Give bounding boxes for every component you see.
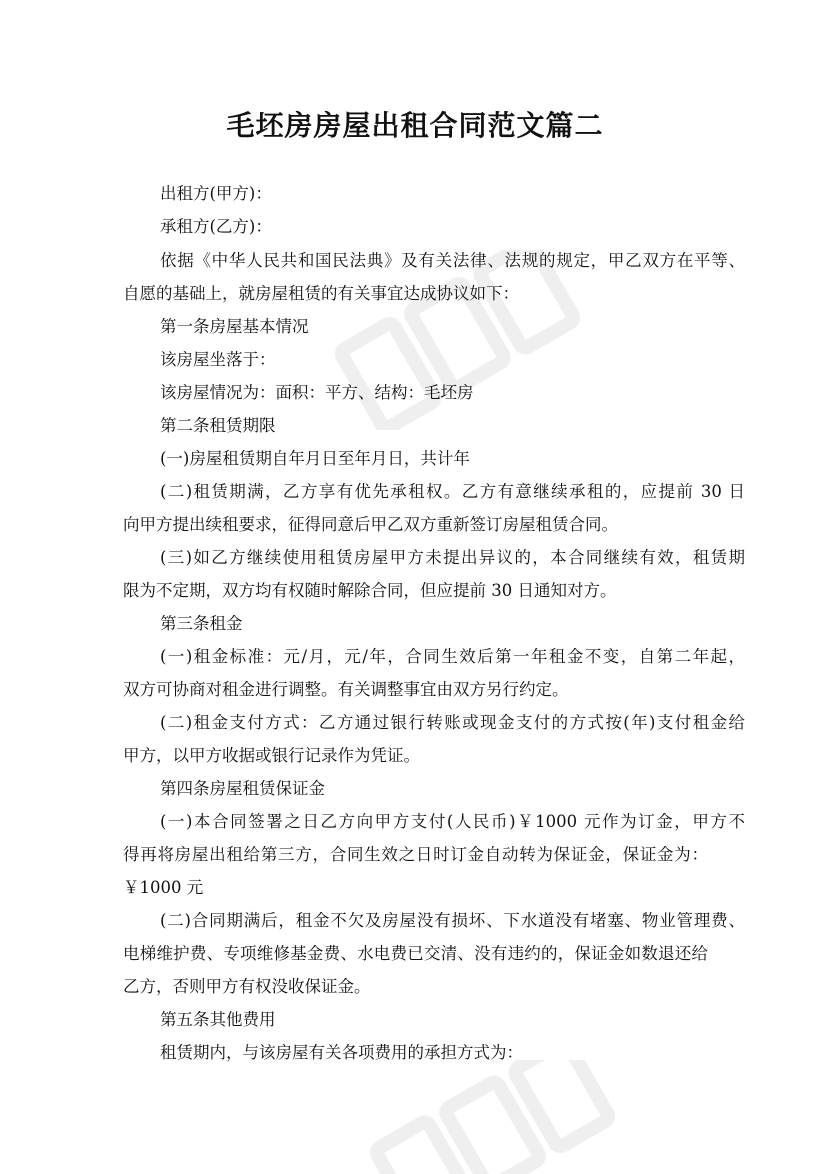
paragraph-line: 该房屋坐落于： [160, 350, 276, 369]
paragraph-line: 得再将房屋出租给第三方，合同生效之日时订金自动转为保证金，保证金为： [123, 845, 708, 864]
section-heading: 第一条房屋基本情况 [160, 317, 309, 336]
paragraph-line: 向甲方提出续租要求，征得同意后甲乙双方重新签订房屋租赁合同。 [123, 515, 618, 534]
party-b-line: 承租方(乙方)： [160, 217, 272, 236]
document-title: 毛坯房房屋出租合同范文篇二 [226, 109, 604, 142]
paragraph-line: 乙方，否则甲方有权没收保证金。 [123, 977, 371, 996]
section-heading: 第五条其他费用 [160, 1010, 276, 1029]
paragraph-line: 依据《中华人民共和国民法典》及有关法律、法规的规定，甲乙双方在平等、 [160, 251, 745, 270]
section-heading: 第二条租赁期限 [160, 416, 276, 435]
paragraph-line: (三)如乙方继续使用租赁房屋甲方未提出异议的，本合同继续有效，租赁期 [160, 548, 745, 567]
paragraph-line: 限为不定期，双方均有权随时解除合同，但应提前 30 日通知对方。 [123, 581, 617, 600]
paragraph-line: (二)租金支付方式：乙方通过银行转账或现金支付的方式按(年)支付租金给 [160, 713, 745, 732]
watermark-logo-bottom [360, 1060, 620, 1174]
paragraph-line: 该房屋情况为：面积：平方、结构：毛坯房 [160, 383, 474, 402]
paragraph-line: 双方可协商对租金进行调整。有关调整事宜由双方另行约定。 [123, 680, 569, 699]
section-heading: 第三条租金 [160, 614, 243, 633]
paragraph-line: (一)本合同签署之日乙方向甲方支付(人民币)￥1000 元作为订金，甲方不 [160, 812, 745, 831]
paragraph-line: 自愿的基础上，就房屋租赁的有关事宜达成协议如下： [123, 284, 519, 303]
paragraph-line: ￥1000 元 [123, 878, 204, 897]
paragraph-line: (二)租赁期满，乙方享有优先承租权。乙方有意继续承租的，应提前 30 日 [160, 482, 745, 501]
paragraph-line: (一)租金标准：元/月，元/年，合同生效后第一年租金不变，自第二年起， [160, 647, 745, 666]
paragraph-line: 租赁期内，与该房屋有关各项费用的承担方式为： [160, 1043, 523, 1062]
paragraph-line: 电梯维护费、专项维修基金费、水电费已交清、没有违约的，保证金如数退还给 [123, 944, 708, 963]
paragraph-line: 甲方，以甲方收据或银行记录作为凭证。 [123, 746, 420, 765]
watermark-logo [330, 250, 590, 430]
section-heading: 第四条房屋租赁保证金 [160, 779, 325, 798]
party-a-line: 出租方(甲方)： [160, 184, 272, 203]
paragraph-line: (二)合同期满后，租金不欠及房屋没有损坏、下水道没有堵塞、物业管理费、 [160, 911, 745, 930]
paragraph-line: (一)房屋租赁期自年月日至年月日，共计年 [160, 449, 470, 468]
